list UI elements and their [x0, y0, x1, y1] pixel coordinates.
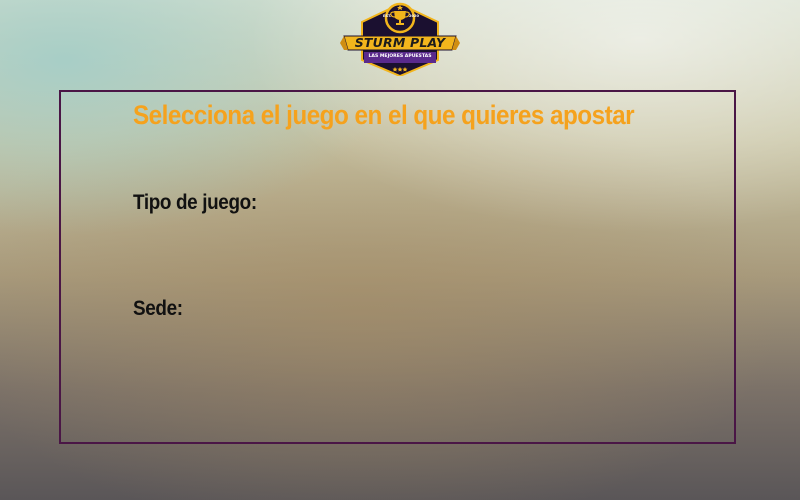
sturm-play-logo: [340, 0, 460, 76]
logo-est-year: 2020: [409, 14, 420, 18]
logo-brand-name: STURM PLAY: [354, 35, 446, 50]
page-title: Selecciona el juego en el que quieres apostar: [133, 100, 635, 130]
game-type-label: Tipo de juego:: [133, 191, 257, 214]
venue-label: Sede:: [133, 297, 183, 320]
logo-tagline: LAS MEJORES APUESTAS: [368, 54, 432, 59]
game-selection-panel: [59, 90, 736, 444]
logo-est-label: EST.: [383, 14, 392, 18]
